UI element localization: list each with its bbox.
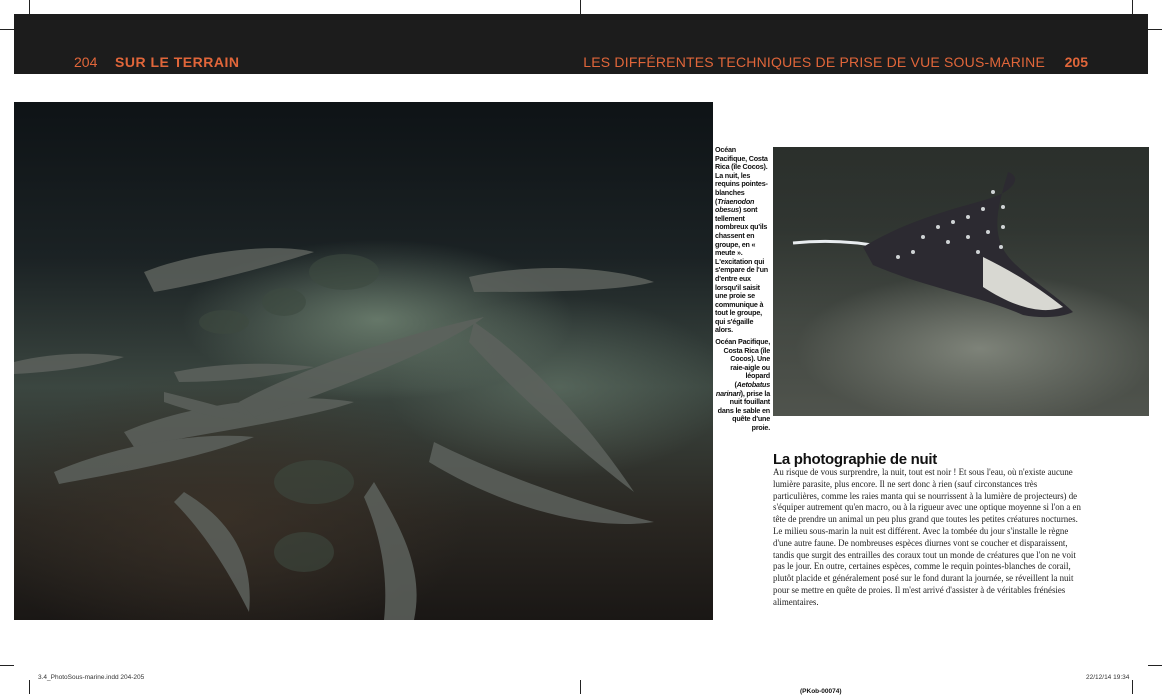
date-info: 22/12/14 19:34	[1086, 674, 1130, 681]
sharks-caption-text-end: ) sont tellement nombreux qu'ils chassent en groupe, en « meute ». L'excitation qui s'empare de l'un d'entre eux lorsqu'il saisit une proie se communique à tout le groupe, qui s'égaille alors.	[715, 205, 768, 335]
ray-caption-text: Océan Pacifique, Costa Rica (île Cocos). Une raie-aigle ou léopard (	[715, 337, 770, 389]
left-section-title: SUR LE TERRAIN	[115, 54, 240, 70]
sharks-photo	[14, 102, 713, 620]
sharks-caption-species: Triaenodon obesus	[715, 196, 755, 215]
crop-mark	[29, 680, 30, 694]
ray-caption-species: Aetobatus narinari	[715, 379, 770, 398]
crop-mark	[0, 29, 14, 30]
article-heading: La photographie de nuit	[773, 451, 937, 468]
ray-caption	[715, 338, 770, 433]
right-page-number: 205	[1064, 54, 1088, 70]
crop-mark	[1148, 29, 1162, 30]
crop-mark	[29, 0, 30, 14]
file-info: 3.4_PhotoSous-marine.indd 204-205	[38, 674, 145, 681]
article-body	[773, 467, 1081, 609]
eagle-ray-illustration	[773, 147, 1149, 416]
crop-mark	[1132, 0, 1133, 14]
article-paragraph: Au risque de vous surprendre, la nuit, tout est noir ! Et sous l'eau, où n'existe aucune lumière parasite, plus encore. Il ne sert donc à rien (sauf circonstances très particulières, comme les raies manta qui se nourrissent à la lumière de projecteurs) de s'équiper autrement qu'en macro, ou à la rigueur avec une optique moyenne si l'on a en tête de prendre un animal un peu plus grand que toutes les petites créatures nocturnes.	[773, 467, 1081, 525]
eagle-ray-photo	[773, 147, 1149, 416]
ray-caption-text-end: ), prise la nuit fouillant dans le sable en quête d'une proie.	[717, 388, 770, 432]
crop-mark	[580, 680, 581, 694]
left-page-number: 204	[74, 54, 98, 70]
sharks-illustration	[14, 102, 713, 620]
article-paragraph: Le milieu sous-marin la nuit est différent. Avec la tombée du jour s'installe le règne d'une autre faune. De nombreuses espèces diurnes vont se coucher et disparaissent, tandis que surgit des entrailles des coraux tout un monde de créatures que l'on ne voit pas le jour. En outre, certaines espèces, comme le requin pointes-blanches de corail, plutôt placide et généralement posé sur le fond durant la journée, se réveillent la nuit pour se mettre en quête de proies. Il m'est arrivé d'assister à de véritables frénésies alimentaires.	[773, 525, 1076, 607]
sharks-caption-text: Océan Pacifique, Costa Rica (île Cocos). La nuit, les requins pointes-blanches (	[715, 145, 768, 206]
crop-mark	[580, 0, 581, 14]
job-code: (PKob-00074)	[800, 688, 842, 695]
crop-mark	[0, 665, 14, 666]
crop-mark	[1132, 680, 1133, 694]
sharks-caption	[715, 146, 768, 335]
crop-mark	[1148, 665, 1162, 666]
right-section-title: LES DIFFÉRENTES TECHNIQUES DE PRISE DE VUE SOUS-MARINE	[583, 54, 1045, 70]
